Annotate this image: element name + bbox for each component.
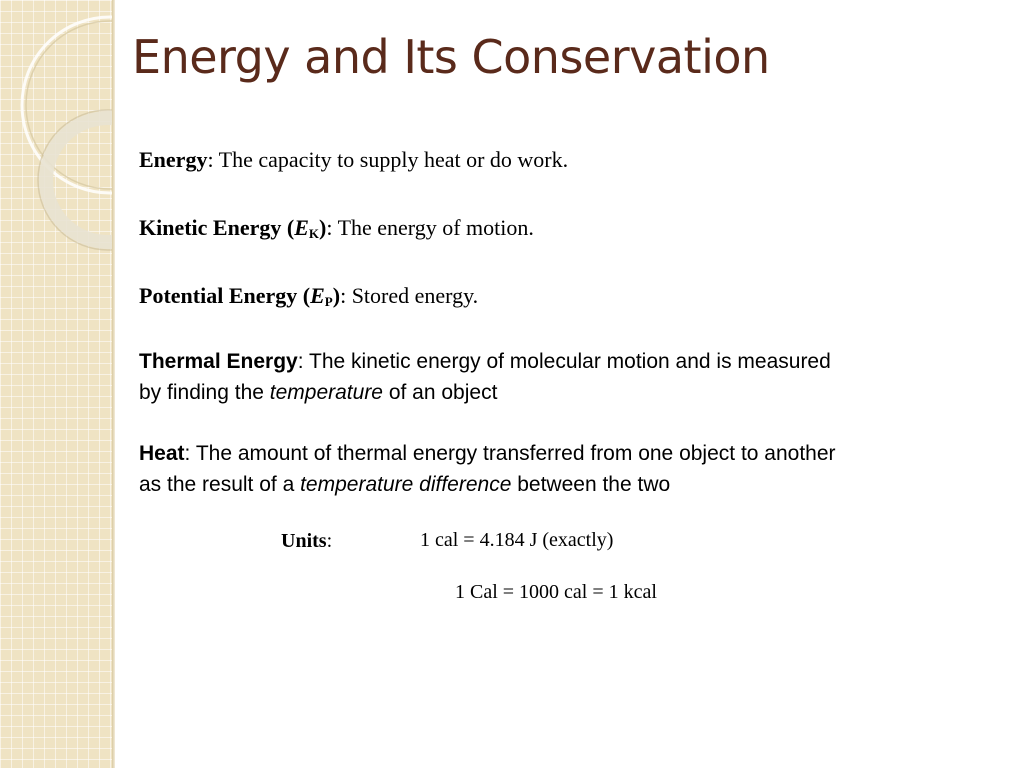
units-label: Units: <box>281 530 333 552</box>
energy-term: Energy <box>139 147 208 172</box>
kinetic-energy-term: Kinetic Energy ( <box>139 215 295 240</box>
energy-text: The capacity to supply heat or do work. <box>213 147 569 172</box>
potential-energy-text: Stored energy. <box>346 283 479 308</box>
temperature-emphasis: temperature <box>269 381 383 404</box>
decorative-sidebar <box>0 0 112 768</box>
decorative-swirl-icon <box>0 0 112 768</box>
sidebar-divider <box>112 0 115 768</box>
energy-definition: Energy: The capacity to supply heat or do work. <box>139 147 569 172</box>
kinetic-energy-definition: Kinetic Energy $(E_K)$: The energy of motion. <box>139 215 534 241</box>
thermal-energy-term: Thermal Energy <box>139 350 298 373</box>
potential-energy-term: Potential Energy ( <box>139 283 311 308</box>
temperature-difference-emphasis: temperature difference <box>300 473 512 496</box>
heat-definition: Heat: The amount of thermal energy transferred from one object to another as the result of a temperature difference between the two <box>139 442 836 496</box>
unit-kilocalorie: 1 Cal = 1000 cal = 1 kcal <box>455 581 657 603</box>
unit-calorie-joule: 1 cal = 4.184 J (exactly) <box>420 529 614 551</box>
kinetic-energy-text: The energy of motion. <box>332 215 534 240</box>
thermal-energy-definition: Thermal Energy: The kinetic energy of molecular motion and is measured by finding the temperature of an object <box>139 350 831 404</box>
slide-title: Energy and Its Conservation <box>132 30 770 84</box>
heat-term: Heat <box>139 442 185 465</box>
potential-energy-definition: Potential Energy $(E_P)$: Stored energy. <box>139 283 479 309</box>
